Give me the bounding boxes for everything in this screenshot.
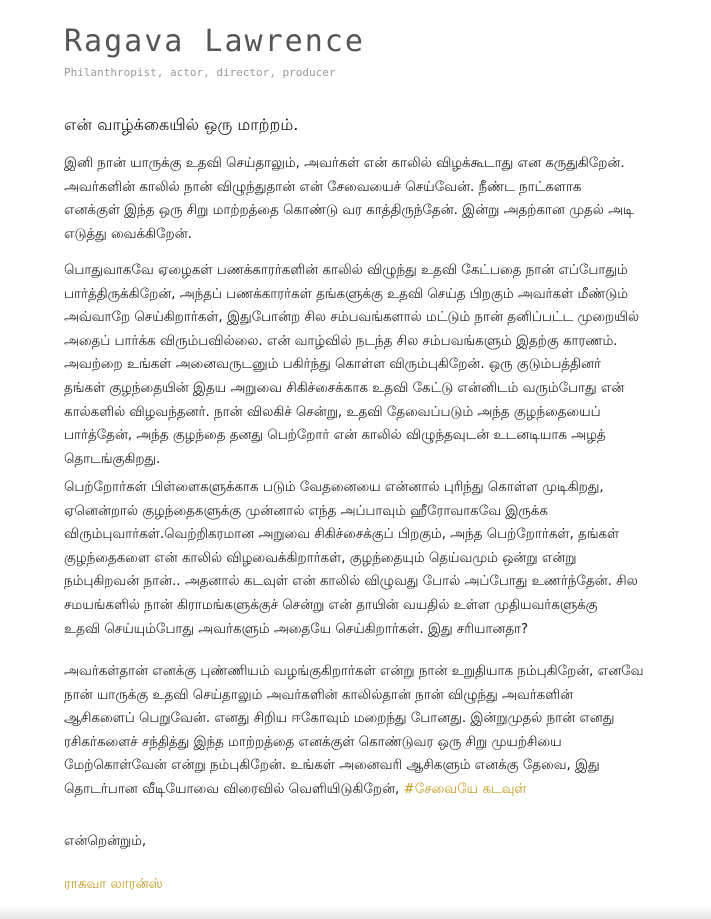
- text-line: அவர்களின் காலில் நான் விழுந்துதான் என் சேவையைச் செய்வேன். நீண்ட நாட்களாக: [64, 179, 582, 195]
- text-line: இனி நான் யாருக்கு உதவி செய்தாலும், அவர்கள் என் காலில் விழக்கூடாது என கருதுகிறேன்.: [64, 156, 625, 171]
- text-line: தொடங்குகிறது.: [64, 451, 161, 467]
- text-line: பார்த்திருக்கிறேன், அந்தப் பணக்காரர்கள் தங்களுக்கு உதவி செய்த பிறகும் அவர்கள் மீண்டும்: [64, 286, 629, 302]
- signature: ராகவா லாரன்ஸ்: [64, 877, 163, 892]
- text-line: பொதுவாகவே ஏழைகள் பணக்காரர்களின் காலில் விழுந்து உதவி கேட்பதை நான் எப்போதும்: [64, 263, 628, 278]
- text-line: ஆசிகளைப் பெறுவேன். எனது சிறிய ஈகோவும் மறைந்து போனது. இன்றுமுதல் நான் எனது: [64, 711, 615, 727]
- text-line: அவர்கள்தான் எனக்கு புண்ணியம் வழங்குகிறார்கள் என்று நான் உறுதியாக நம்புகிறேன், எனவே: [64, 664, 644, 679]
- author-name: Ragava Lawrence: [64, 24, 365, 59]
- text-line: உதவி செய்யும்போது அவர்களும் அதையே செய்கிறார்கள். இது சரியானதா?: [64, 621, 529, 637]
- text-line: பெற்றோர்கள் பிள்ளைகளுக்காக படும் வேதனையை என்னால் புரிந்து கொள்ள முடிகிறது,: [64, 480, 604, 495]
- text-line: நம்புகிறவன் நான்.. அதனால் கடவுள் என் காலில் விழுவது போல் அப்போது உணர்ந்தேன். சில: [64, 574, 638, 590]
- text-line: ஏனென்றால் குழந்தைகளுக்கு முன்னால் எந்த அப்பாவும் ஹீரோவாகவே இருக்க: [64, 503, 548, 519]
- text-line: எடுத்து வைக்கிறேன்.: [64, 226, 192, 242]
- text-line: தங்கள் குழந்தையின் இதய அறுவை சிகிச்சைக்காக உதவி கேட்டு என்னிடம் வரும்போது என்: [64, 380, 625, 396]
- text-line: அவ்வாறே செய்கிறார்கள், இதுபோன்ற சில சம்பவங்களால் மட்டும் நான் தனிப்பட்ட முறையில்: [64, 310, 639, 326]
- text-line: அவற்றை உங்கள் அனைவருடனும் பகிர்ந்து கொள்ள விரும்புகிறேன். ஒரு குடும்பத்தினர்: [64, 357, 601, 373]
- text-line: நான் யாருக்கு உதவி செய்தாலும் அவர்களின் காலில்தான் நான் விழுந்து அவர்களின்: [64, 687, 574, 703]
- paragraph-1: [64, 152, 674, 246]
- page-bottom-shadow: [0, 905, 711, 919]
- text-line-content: தொடர்பான வீடியோவை விரைவில் வெளியிடுகிறேன்,: [64, 781, 404, 797]
- text-line: பார்த்தேன், அந்த குழந்தை தனது பெற்றோர் என் காலில் விழுந்தவுடன் உடனடியாக அழத்: [64, 428, 606, 444]
- paragraph-2: [64, 259, 674, 471]
- text-line: குழந்தைகளை என் காலில் விழவைக்கிறார்கள், குழந்தையும் தெய்வமும் ஒன்று என்று: [64, 550, 577, 566]
- paragraph-4: [64, 660, 674, 802]
- text-line: ரசிகர்களைச் சந்தித்து இந்த மாற்றத்தை எனக்குள் கொண்டுவர ஒரு சிறு முயற்சியை: [64, 734, 562, 750]
- author-subtitle: Philanthropist, actor, director, producer: [64, 66, 336, 79]
- text-line: அதைப் பார்க்க விரும்பவில்லை. என் வாழ்வில் நடந்த சில சம்பவங்களும் இதற்கு காரணம்.: [64, 333, 618, 349]
- letter-title: என் வாழ்க்கையில் ஒரு மாற்றம்.: [64, 115, 299, 134]
- text-line: விரும்புவார்கள்.வெற்றிகரமான அறுவை சிகிச்சைக்குப் பிறகும், அந்த பெற்றோர்கள், தங்கள்: [64, 527, 620, 543]
- text-line: கால்களில் விழவந்தனர். நான் விலகிச் சென்று, உதவி தேவைப்படும் அந்த குழந்தையைப்: [64, 404, 601, 420]
- text-line-last: [64, 778, 674, 802]
- text-line: மேற்கொள்வேன் என்று நம்புகிறேன். உங்கள் அனைவரி ஆசிகளும் எனக்கு தேவை, இது: [64, 758, 600, 774]
- text-line: எனக்குள் இந்த ஒரு சிறு மாற்றத்தை கொண்டு வர காத்திருந்தேன். இன்று அதற்கான முதல் அடி: [64, 203, 634, 219]
- hashtag-link[interactable]: #சேவையே கடவுள்: [403, 781, 527, 797]
- closing-line: என்றென்றும்,: [64, 834, 147, 849]
- paragraph-3: [64, 476, 674, 641]
- text-line: சமயங்களில் நான் கிராமங்களுக்குச் சென்று என் தாயின் வயதில் உள்ள முதியவர்களுக்கு: [64, 597, 598, 613]
